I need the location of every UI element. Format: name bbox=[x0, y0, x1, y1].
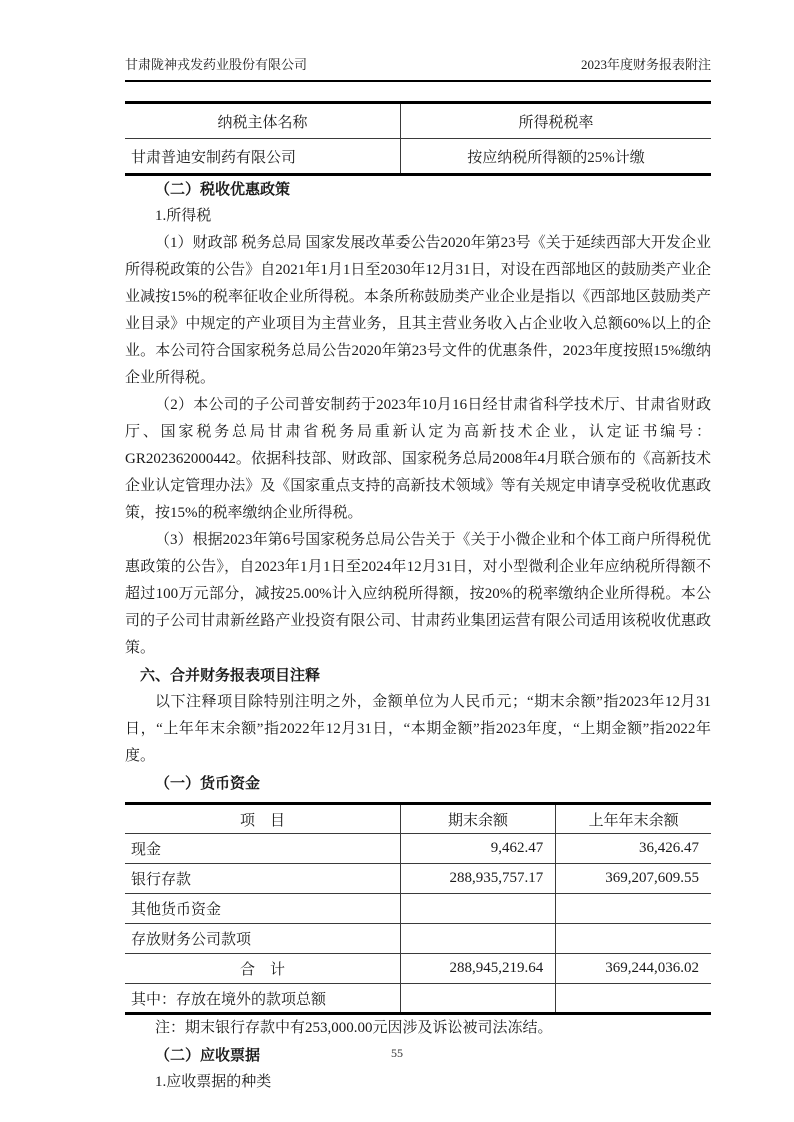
section-heading-monetary-funds: （一）货币资金 bbox=[155, 775, 261, 792]
monetary-funds-table bbox=[125, 802, 711, 1015]
paragraph-income-tax-3: （3）根据2023年第6号国家税务总局公告关于《关于小微企业和个体工商户所得税优惠政策的公告》，自2023年1月1日至2024年12月31日，对小型微利企业年应纳税所得额不超过100万元部分，减按25.00%计入应纳税所得额，按20%的税率缴纳企业所得税。本公司的子公司甘肃新丝路产业投资有限公司、甘肃药业集团运营有限公司适用该税收优惠政策。 bbox=[125, 532, 711, 656]
table-row bbox=[125, 864, 711, 894]
page-header bbox=[125, 54, 711, 82]
section-heading-notes-receivable: （二）应收票据 bbox=[155, 1047, 261, 1064]
item-header: 项 目 bbox=[239, 812, 285, 829]
notes-intro-paragraph: 以下注释项目除特别注明之外，金额单位为人民币元；“期末余额”指2023年12月31日，“上年年末余额”指2022年12月31日，“本期金额”指2023年度，“上期金额”指2022年度。 bbox=[125, 694, 711, 764]
item-cell: 现金 bbox=[125, 834, 400, 864]
section-heading-tax-policy: （二）税收优惠政策 bbox=[155, 181, 291, 198]
ending-balance-cell bbox=[400, 894, 555, 924]
ending-balance-cell: 288,935,757.17 bbox=[400, 864, 555, 894]
paragraph-income-tax-1: （1）财政部 税务总局 国家发展改革委公告2020年第23号《关于延续西部大开发企业所得税政策的公告》自2021年1月1日至2030年12月31日，对设在西部地区的鼓励类产业企业减按15%的税率征收企业所得税。本条所称鼓励类产业企业是指以《西部地区鼓励类产业目录》中规定的产业项目为主营业务，且其主营业务收入占企业收入总额60%以上的企业。本公司符合国家税务总局公告2020年第23号文件的优惠条件，2023年度按照15%缴纳企业所得税。 bbox=[125, 235, 711, 386]
company-name: 甘肃陇神戎发药业股份有限公司 bbox=[125, 57, 308, 72]
frozen-deposit-note: 注：期末银行存款中有253,000.00元因涉及诉讼被司法冻结。 bbox=[155, 1020, 553, 1036]
prior-year-balance-cell bbox=[556, 924, 711, 954]
page-content bbox=[125, 54, 711, 1096]
prior-year-balance-cell bbox=[556, 984, 711, 1014]
total-label-cell: 合 计 bbox=[125, 954, 400, 984]
ending-balance-cell bbox=[400, 924, 555, 954]
monetary-table-header-row bbox=[125, 804, 711, 834]
prior-year-balance-cell bbox=[556, 894, 711, 924]
prior-year-balance-cell: 369,207,609.55 bbox=[556, 864, 711, 894]
section-heading-notes: 六、合并财务报表项目注释 bbox=[140, 667, 321, 684]
report-title: 2023年度财务报表附注 bbox=[580, 57, 711, 72]
tax-entity-cell: 甘肃普迪安制药有限公司 bbox=[125, 139, 400, 175]
item-cell: 银行存款 bbox=[125, 864, 400, 894]
ending-balance-cell: 9,462.47 bbox=[400, 834, 555, 864]
table-row bbox=[125, 139, 711, 175]
table-row bbox=[125, 834, 711, 864]
page-number: 55 bbox=[391, 1046, 403, 1060]
tax-rate-header: 所得税税率 bbox=[400, 103, 711, 139]
tax-table-header-row bbox=[125, 103, 711, 139]
table-row bbox=[125, 894, 711, 924]
prior-year-balance-header: 上年年末余额 bbox=[556, 804, 711, 834]
tax-rate-cell: 按应纳税所得额的25%计缴 bbox=[400, 139, 711, 175]
prior-year-balance-cell: 36,426.47 bbox=[556, 834, 711, 864]
subheading-income-tax: 1.所得税 bbox=[155, 208, 212, 224]
item-cell: 其他货币资金 bbox=[125, 894, 400, 924]
prior-year-balance-total-cell: 369,244,036.02 bbox=[556, 954, 711, 984]
subheading-notes-receivable-type: 1.应收票据的种类 bbox=[155, 1074, 272, 1090]
tax-entity-header: 纳税主体名称 bbox=[217, 114, 308, 131]
tax-rate-table bbox=[125, 101, 711, 176]
item-cell: 存放财务公司款项 bbox=[125, 924, 400, 954]
ending-balance-cell bbox=[400, 984, 555, 1014]
table-row bbox=[125, 984, 711, 1014]
table-row bbox=[125, 924, 711, 954]
total-row bbox=[125, 954, 711, 984]
ending-balance-total-cell: 288,945,219.64 bbox=[400, 954, 555, 984]
paragraph-income-tax-2: （2）本公司的子公司普安制药于2023年10月16日经甘肃省科学技术厅、甘肃省财政厅、国家税务总局甘肃省税务局重新认定为高新技术企业，认定证书编号：GR202362000442。依据科技部、财政部、国家税务总局2008年4月联合颁布的《高新技术企业认定管理办法》及《国家重点支持的高新技术领域》等有关规定申请享受税收优惠政策，按15%的税率缴纳企业所得税。 bbox=[125, 397, 711, 521]
item-cell: 其中：存放在境外的款项总额 bbox=[125, 984, 400, 1014]
ending-balance-header: 期末余额 bbox=[400, 804, 555, 834]
